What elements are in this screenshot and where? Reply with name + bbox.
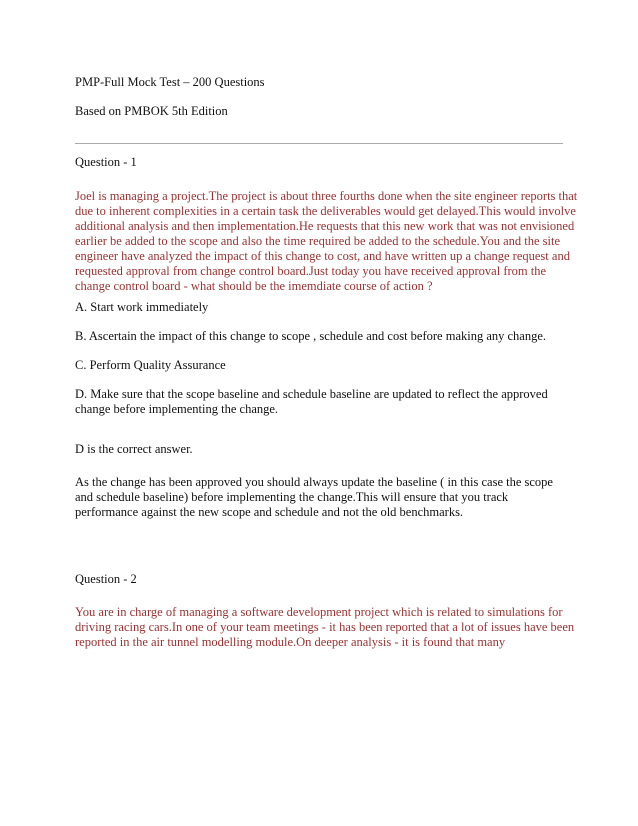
text-line: earlier be added to the scope and also the time required be added to the schedule.You and the site [75,234,561,248]
question-2-text [75,605,575,650]
document-subtitle [75,104,575,119]
option-d [75,387,575,417]
explanation [75,475,575,520]
text-line: Joel is managing a project.The project is about three fourths done when the site engineer reports that [75,189,578,203]
text-line: engineer have analyzed the impact of this change to cost, and have written up a change request and [75,249,570,263]
heading-text: Question - 1 [75,155,137,169]
question-2-heading [75,572,575,587]
document-title [75,75,575,90]
option-a [75,300,575,315]
heading-text: Question - 2 [75,572,137,586]
text-line: requested approval from change control board.Just today you have received approval from the [75,264,547,278]
option-text: B. Ascertain the impact of this change to scope , schedule and cost before making any change. [75,329,547,343]
correct-answer [75,442,575,457]
text-line: due to inherent complexities in a certain task the deliverables would get delayed.This would involve [75,204,576,218]
text-line: change control board - what should be the imemdiate course of action ? [75,279,433,293]
option-text: A. Start work immediately [75,300,209,314]
title-text: PMP-Full Mock Test – 200 Questions [75,75,265,89]
subtitle-text: Based on PMBOK 5th Edition [75,104,228,118]
horizontal-rule [75,143,563,144]
explanation-line: performance against the new scope and schedule and not the old benchmarks. [75,505,464,519]
option-b [75,329,575,344]
option-text: change before implementing the change. [75,402,279,416]
option-c [75,358,575,373]
option-text: C. Perform Quality Assurance [75,358,226,372]
explanation-line: and schedule baseline) before implementing the change.This will ensure that you track [75,490,509,504]
text-line: You are in charge of managing a software development project which is related to simulations for [75,605,563,619]
question-1-heading [75,155,575,170]
answer-text: D is the correct answer. [75,442,193,456]
text-line: driving racing cars.In one of your team meetings - it has been reported that a lot of issues have been [75,620,575,634]
explanation-line: As the change has been approved you should always update the baseline ( in this case the scope [75,475,553,489]
option-text: D. Make sure that the scope baseline and schedule baseline are updated to reflect the approved [75,387,548,401]
question-1-text [75,189,578,294]
text-line: additional analysis and then implementation.He requests that this new work that was not envisioned [75,219,575,233]
text-line: reported in the air tunnel modelling module.On deeper analysis - it is found that many [75,635,506,649]
